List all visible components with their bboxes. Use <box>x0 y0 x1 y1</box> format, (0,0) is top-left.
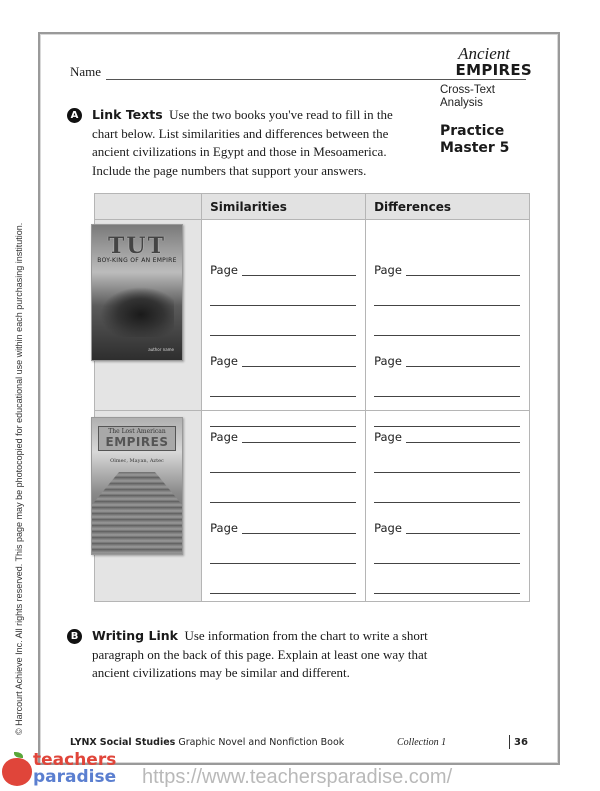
worksheet-type-line2: Analysis <box>440 97 483 109</box>
table-row <box>95 220 530 411</box>
apple-logo-icon <box>2 758 32 786</box>
worksheet-type <box>440 84 495 110</box>
answer-line[interactable] <box>210 396 356 397</box>
chart-header-differences: Differences <box>366 194 530 220</box>
table-row <box>95 411 530 602</box>
answer-line[interactable] <box>210 335 356 336</box>
page-label: Page <box>210 263 238 277</box>
name-input-line[interactable] <box>106 79 526 80</box>
chariot-illustration <box>100 287 174 337</box>
book-cover-lost-american-empires <box>91 417 183 555</box>
similarities-cell <box>202 411 366 602</box>
page-label: Page <box>210 430 238 444</box>
footer-page-number: 36 <box>514 737 528 748</box>
book-title: EMPIRES <box>105 435 169 449</box>
practice-master-line2: Master 5 <box>440 140 510 156</box>
book-subtitle: Olmec, Mayan, Aztec <box>110 458 164 464</box>
section-a-instructions <box>92 106 422 180</box>
answer-line[interactable] <box>374 472 520 473</box>
page-label: Page <box>374 430 402 444</box>
book-title: TUT <box>108 233 166 259</box>
answer-line[interactable] <box>374 593 520 594</box>
similarities-cell <box>202 220 366 411</box>
section-b-lead: Writing Link <box>92 628 178 643</box>
page-number-line[interactable] <box>242 275 356 276</box>
watermark-url: https://www.teachersparadise.com/ <box>142 766 453 788</box>
answer-line[interactable] <box>210 305 356 306</box>
footer-divider <box>509 735 510 749</box>
practice-master-title <box>440 123 509 157</box>
page-number-line[interactable] <box>242 366 356 367</box>
footer-subject: Social Studies <box>99 737 176 748</box>
differences-cell <box>366 220 530 411</box>
section-b-instructions <box>92 627 432 683</box>
answer-line[interactable] <box>210 563 356 564</box>
comparison-chart <box>94 193 530 602</box>
page-label: Page <box>210 521 238 535</box>
answer-line[interactable] <box>374 502 520 503</box>
page-footer <box>70 737 530 748</box>
book-cell-lost-empires <box>95 411 202 602</box>
book-title-small: The Lost American <box>108 428 166 435</box>
section-b-text: Use information from the chart to write a short paragraph on the back of this page. Explain at least one way that ancient civilizations may be similar and different. <box>92 628 428 680</box>
section-a-text: Use the two books you've read to fill in the chart below. List similarities and differences between the ancient civilizations in Egypt and those in Mesoamerica. Include the page numbers that support your answers. <box>92 107 393 178</box>
series-title-top: Ancient <box>458 44 510 63</box>
series-title <box>427 46 532 78</box>
section-a-badge-icon: A <box>67 108 82 123</box>
watermark-logo-line2: paradise <box>33 767 117 787</box>
section-a-lead: Link Texts <box>92 107 163 122</box>
series-title-bottom: EMPIRES <box>455 61 532 79</box>
page-label: Page <box>374 354 402 368</box>
page-number-line[interactable] <box>406 275 520 276</box>
section-b-badge-icon: B <box>67 629 82 644</box>
page-number-line[interactable] <box>406 366 520 367</box>
copyright-text: © Harcourt Achieve Inc. All rights reserved. This page may be photocopied for educational use within each purchasing institution. <box>14 222 24 735</box>
worksheet-type-line1: Cross-Text <box>440 84 495 96</box>
page-label: Page <box>374 521 402 535</box>
footer-collection: Collection 1 <box>397 737 447 748</box>
book-cover-tut <box>91 224 183 361</box>
watermark <box>0 752 600 791</box>
name-label: Name <box>70 64 102 79</box>
book-author: author name <box>148 347 174 352</box>
page-label: Page <box>374 263 402 277</box>
page-number-line[interactable] <box>242 533 356 534</box>
answer-line[interactable] <box>374 396 520 397</box>
copyright-notice <box>2 210 26 735</box>
answer-line[interactable] <box>374 335 520 336</box>
watermark-logo-line1: teachers <box>33 750 117 770</box>
footer-book-type: Graphic Novel and Nonfiction Book <box>178 737 345 748</box>
footer-brand: LYNX <box>70 737 97 748</box>
book-subtitle: BOY-KING OF AN EMPIRE <box>97 257 177 264</box>
practice-master-line1: Practice <box>440 123 505 139</box>
answer-line[interactable] <box>374 563 520 564</box>
book-title-block <box>98 426 176 451</box>
page-number-line[interactable] <box>406 442 520 443</box>
page-label: Page <box>210 354 238 368</box>
differences-cell <box>366 411 530 602</box>
answer-line[interactable] <box>210 502 356 503</box>
answer-line[interactable] <box>374 305 520 306</box>
page-number-line[interactable] <box>406 533 520 534</box>
answer-line[interactable] <box>210 593 356 594</box>
chart-header-blank <box>95 194 202 220</box>
page-number-line[interactable] <box>242 442 356 443</box>
chart-header-similarities: Similarities <box>202 194 366 220</box>
answer-line[interactable] <box>210 472 356 473</box>
book-cell-tut <box>95 220 202 411</box>
pyramid-illustration <box>92 472 182 554</box>
